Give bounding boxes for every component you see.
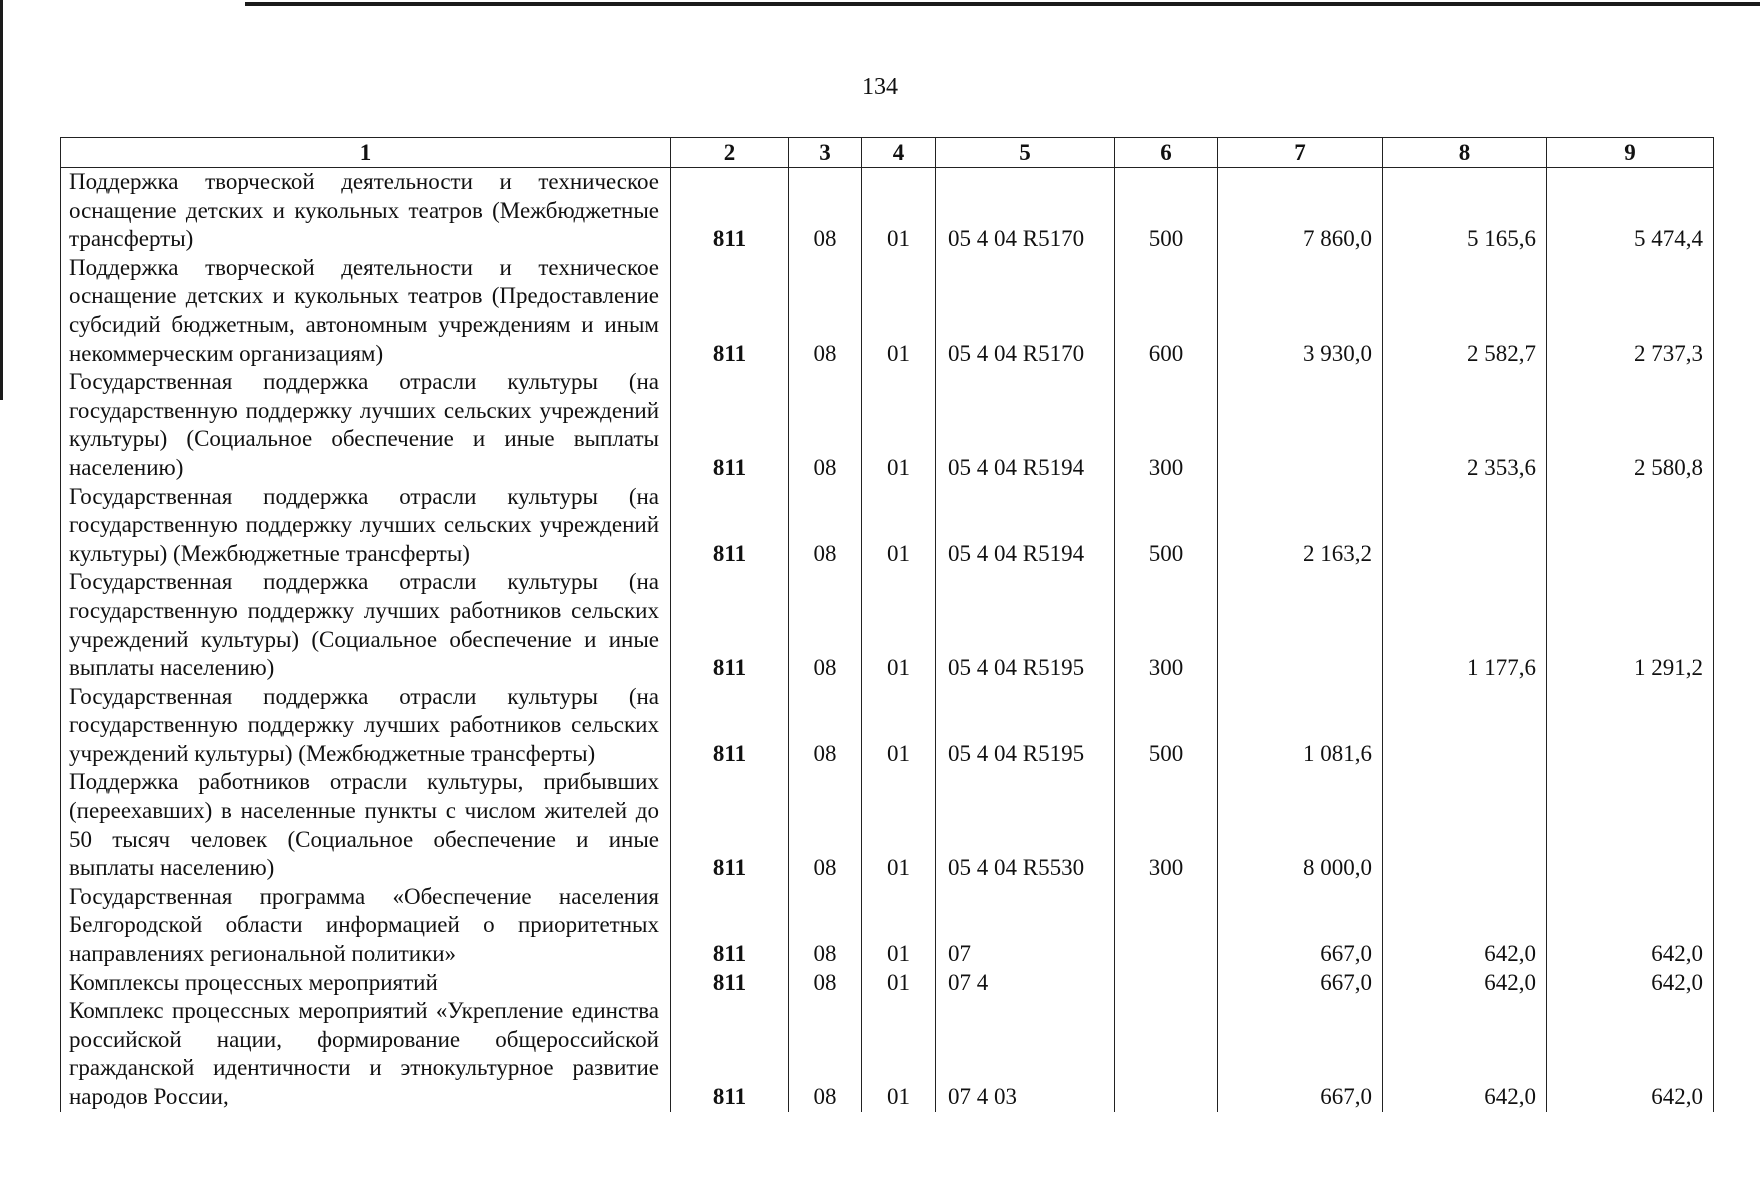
row-col-9: 2 737,3 — [1547, 254, 1714, 368]
row-name: Государственная программа «Обеспечение населения Белгородской области информацией о приоритетных направлениях региональной политики» — [61, 883, 671, 969]
header-col-3: 3 — [789, 138, 862, 168]
row-col-5: 05 4 04 R5195 — [936, 568, 1115, 682]
table-row — [61, 683, 1714, 769]
row-col-5: 07 — [936, 883, 1115, 969]
row-col-8: 642,0 — [1383, 969, 1547, 998]
row-col-5: 05 4 04 R5530 — [936, 768, 1115, 882]
row-col-2: 811 — [671, 683, 789, 769]
row-col-4: 01 — [862, 768, 936, 882]
row-name: Государственная поддержка отрасли культуры (на государственную поддержку лучших сельских учреждений культуры) (Социальное обеспечение и иные выплаты населению) — [61, 368, 671, 482]
row-col-9: 642,0 — [1547, 997, 1714, 1111]
table-row — [61, 969, 1714, 998]
row-col-2: 811 — [671, 969, 789, 998]
row-col-3: 08 — [789, 883, 862, 969]
row-col-2: 811 — [671, 768, 789, 882]
row-col-5: 07 4 03 — [936, 997, 1115, 1111]
top-rule — [245, 2, 1760, 6]
row-col-4: 01 — [862, 568, 936, 682]
row-col-2: 811 — [671, 168, 789, 254]
row-col-4: 01 — [862, 483, 936, 569]
row-col-6: 300 — [1115, 568, 1218, 682]
row-col-6: 600 — [1115, 254, 1218, 368]
row-name: Поддержка творческой деятельности и техническое оснащение детских и кукольных театров (Предоставление субсидий бюджетным, автономным учреждениям и иным некоммерческим организациям) — [61, 254, 671, 368]
row-col-8: 5 165,6 — [1383, 168, 1547, 254]
row-col-8 — [1383, 768, 1547, 882]
header-col-1: 1 — [61, 138, 671, 168]
row-col-2: 811 — [671, 368, 789, 482]
row-col-3: 08 — [789, 368, 862, 482]
row-name: Государственная поддержка отрасли культуры (на государственную поддержку лучших сельских учреждений культуры) (Межбюджетные трансферты) — [61, 483, 671, 569]
header-col-2: 2 — [671, 138, 789, 168]
row-col-7: 2 163,2 — [1218, 483, 1383, 569]
row-col-9 — [1547, 483, 1714, 569]
row-col-9: 642,0 — [1547, 883, 1714, 969]
row-col-5: 05 4 04 R5195 — [936, 683, 1115, 769]
row-col-7: 1 081,6 — [1218, 683, 1383, 769]
row-col-6 — [1115, 883, 1218, 969]
row-col-6: 300 — [1115, 368, 1218, 482]
row-col-3: 08 — [789, 483, 862, 569]
row-col-6: 500 — [1115, 168, 1218, 254]
row-col-4: 01 — [862, 997, 936, 1111]
row-col-3: 08 — [789, 969, 862, 998]
row-col-3: 08 — [789, 683, 862, 769]
row-col-7 — [1218, 568, 1383, 682]
header-col-8: 8 — [1383, 138, 1547, 168]
row-col-4: 01 — [862, 168, 936, 254]
table-row — [61, 768, 1714, 882]
row-col-7: 7 860,0 — [1218, 168, 1383, 254]
row-col-5: 05 4 04 R5194 — [936, 483, 1115, 569]
row-col-7 — [1218, 368, 1383, 482]
row-name: Поддержка работников отрасли культуры, прибывших (переехавших) в населенные пункты с числом жителей до 50 тысяч человек (Социальное обеспечение и иные выплаты населению) — [61, 768, 671, 882]
row-col-5: 05 4 04 R5170 — [936, 168, 1115, 254]
row-col-9 — [1547, 683, 1714, 769]
row-name: Государственная поддержка отрасли культуры (на государственную поддержку лучших работников сельских учреждений культуры) (Межбюджетные трансферты) — [61, 683, 671, 769]
row-col-3: 08 — [789, 768, 862, 882]
row-col-8: 2 353,6 — [1383, 368, 1547, 482]
row-col-4: 01 — [862, 254, 936, 368]
table-row — [61, 168, 1714, 254]
row-col-3: 08 — [789, 997, 862, 1111]
header-col-5: 5 — [936, 138, 1115, 168]
table-row — [61, 368, 1714, 482]
row-col-2: 811 — [671, 568, 789, 682]
row-col-7: 667,0 — [1218, 883, 1383, 969]
row-col-7: 667,0 — [1218, 997, 1383, 1111]
header-col-7: 7 — [1218, 138, 1383, 168]
row-col-4: 01 — [862, 969, 936, 998]
row-col-8: 642,0 — [1383, 997, 1547, 1111]
row-name: Поддержка творческой деятельности и техническое оснащение детских и кукольных театров (Межбюджетные трансферты) — [61, 168, 671, 254]
row-col-8 — [1383, 483, 1547, 569]
row-col-4: 01 — [862, 883, 936, 969]
row-col-6: 500 — [1115, 683, 1218, 769]
table-row — [61, 254, 1714, 368]
row-col-7: 8 000,0 — [1218, 768, 1383, 882]
row-col-8: 642,0 — [1383, 883, 1547, 969]
row-col-3: 08 — [789, 168, 862, 254]
row-name: Комплексы процессных мероприятий — [61, 969, 671, 998]
row-col-8: 2 582,7 — [1383, 254, 1547, 368]
table-header — [61, 138, 1714, 168]
row-col-6 — [1115, 997, 1218, 1111]
left-margin-mark — [0, 0, 3, 400]
row-col-9: 1 291,2 — [1547, 568, 1714, 682]
row-col-7: 667,0 — [1218, 969, 1383, 998]
header-col-4: 4 — [862, 138, 936, 168]
row-col-5: 05 4 04 R5170 — [936, 254, 1115, 368]
row-col-6: 500 — [1115, 483, 1218, 569]
header-col-6: 6 — [1115, 138, 1218, 168]
row-col-8: 1 177,6 — [1383, 568, 1547, 682]
table-body — [61, 168, 1714, 1112]
row-col-3: 08 — [789, 254, 862, 368]
row-col-6 — [1115, 969, 1218, 998]
header-row — [61, 138, 1714, 168]
row-col-9: 642,0 — [1547, 969, 1714, 998]
header-col-9: 9 — [1547, 138, 1714, 168]
row-col-9 — [1547, 768, 1714, 882]
row-col-7: 3 930,0 — [1218, 254, 1383, 368]
page-number: 134 — [862, 74, 898, 100]
table-row — [61, 483, 1714, 569]
row-col-8 — [1383, 683, 1547, 769]
row-name: Государственная поддержка отрасли культуры (на государственную поддержку лучших работников сельских учреждений культуры) (Социальное обеспечение и иные выплаты населению) — [61, 568, 671, 682]
row-col-2: 811 — [671, 883, 789, 969]
row-col-5: 07 4 — [936, 969, 1115, 998]
row-col-5: 05 4 04 R5194 — [936, 368, 1115, 482]
row-col-3: 08 — [789, 568, 862, 682]
row-col-2: 811 — [671, 254, 789, 368]
row-col-2: 811 — [671, 483, 789, 569]
row-col-6: 300 — [1115, 768, 1218, 882]
row-name: Комплекс процессных мероприятий «Укрепление единства российской нации, формирование общероссийской гражданской идентичности и этнокультурное развитие народов России, — [61, 997, 671, 1111]
row-col-4: 01 — [862, 683, 936, 769]
row-col-2: 811 — [671, 997, 789, 1111]
row-col-4: 01 — [862, 368, 936, 482]
table-row — [61, 568, 1714, 682]
row-col-9: 5 474,4 — [1547, 168, 1714, 254]
budget-table — [60, 137, 1714, 1112]
table-row — [61, 883, 1714, 969]
table-row — [61, 997, 1714, 1111]
row-col-9: 2 580,8 — [1547, 368, 1714, 482]
